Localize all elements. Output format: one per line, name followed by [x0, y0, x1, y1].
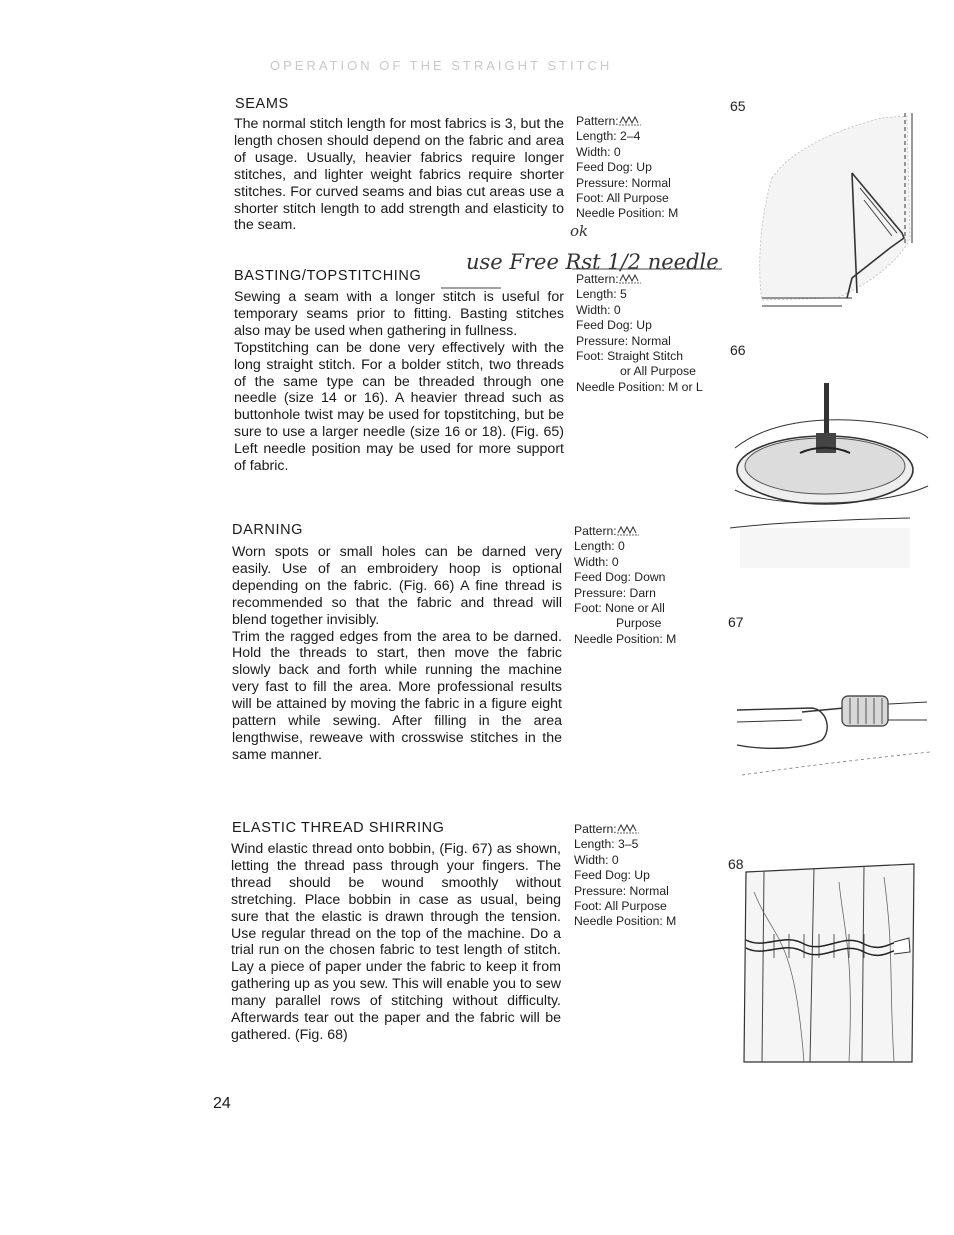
handwritten-ok-note: ok: [570, 222, 589, 240]
spec-feed-dog: Feed Dog: Up: [576, 160, 652, 175]
shirring-body: [231, 841, 561, 1044]
spec-pressure: Pressure: Normal: [574, 883, 669, 898]
spec-pressure: Pressure: Darn: [574, 585, 656, 600]
spec-needle-position: Needle Position: M or L: [576, 379, 703, 394]
spec-needle-position: Needle Position: M: [576, 206, 679, 221]
spec-width: Width: 0: [576, 302, 621, 317]
page-number: 24: [213, 1095, 231, 1112]
shirring-paragraph-1: Wind elastic thread onto bobbin, (Fig. 67) as shown, letting the thread pass through your fingers. The thread should be wound smoothly without stretching. Place bobbin in case as usual, being sure that the elastic is drawn through the tension. Use regular thread on the top of the machine. Do a trial run on the chosen fabric to test length of stitch. Lay a piece of paper under the fabric to keep it from gathering up as you sew. This will enable you to sew many parallel rows of stitching without difficulty. Afterwards tear out the paper and the fabric will be gathered. (Fig. 68): [231, 841, 561, 1043]
basting-paragraph-2: Topstitching can be done very effectively with the long straight stitch. For a bolder stitch, two threads of the same type can be threaded through one needle (size 14 or 16). A heavier thread such as buttonhole twist may be used for topstitching, but be sure to use a larger needle (size 16 or 18). (Fig. 65) Left needle position may be used for more support of fabric.: [234, 339, 564, 475]
spec-foot: Foot: None or All: [574, 601, 665, 616]
figure-68-gathered-fabric-illustration: [744, 862, 919, 1072]
straight-stitch-pattern-icon: [619, 273, 641, 283]
darning-paragraph-1: Worn spots or small holes can be darned very easily. Use of an embroidery hoop is optional depending on the fabric. (Fig. 66) A fine thread is recommended so that the fabric and thread will blend together invisibly.: [232, 544, 562, 628]
darning-specs: [574, 524, 676, 647]
spec-feed-dog: Feed Dog: Up: [574, 868, 650, 883]
spec-foot-continued: Purpose: [616, 616, 662, 631]
basting-specs: [576, 272, 703, 395]
figure-67-bobbin-winding-illustration: [732, 690, 932, 780]
figure-number-68: 68: [728, 856, 744, 872]
shirring-specs: [574, 822, 676, 930]
heading-basting-topstitching: BASTING/TOPSTITCHING: [234, 268, 422, 284]
figure-number-67: 67: [728, 614, 744, 630]
handwritten-needle-note: use Free Rst 1/2 needle: [466, 250, 719, 274]
straight-stitch-pattern-icon: [617, 525, 639, 535]
spec-pressure: Pressure: Normal: [576, 333, 671, 348]
straight-stitch-pattern-icon: [617, 823, 639, 833]
straight-stitch-pattern-icon: [619, 115, 641, 125]
basting-body: [234, 289, 564, 475]
spec-width: Width: 0: [574, 852, 619, 867]
spec-width: Width: 0: [574, 554, 619, 569]
figure-number-65: 65: [730, 98, 746, 114]
spec-needle-position: Needle Position: M: [574, 631, 677, 646]
spec-pressure: Pressure: Normal: [576, 175, 671, 190]
spec-foot-continued: or All Purpose: [620, 364, 696, 379]
heading-darning: DARNING: [232, 522, 304, 538]
spec-width: Width: 0: [576, 144, 621, 159]
seams-specs: [576, 114, 678, 222]
figure-number-66: 66: [730, 342, 746, 358]
basting-paragraph-1: Sewing a seam with a longer stitch is useful for temporary seams prior to fitting. Basting stitches also may be used when gathering in fullness.: [234, 289, 564, 339]
spec-needle-position: Needle Position: M: [574, 914, 677, 929]
spec-feed-dog: Feed Dog: Down: [574, 570, 666, 585]
spec-foot: Foot: Straight Stitch: [576, 349, 684, 364]
spec-length: Length: 5: [576, 287, 627, 302]
seams-paragraph-1: The normal stitch length for most fabrics is 3, but the length chosen should depend on the fabric and area of usage. Usually, heavier fabrics require longer stitches, and lighter weight fabrics require shorter stitches. For curved seams and bias cut areas use a shorter stitch length to add strength and elasticity to the seam.: [234, 116, 564, 234]
darning-body: [232, 544, 562, 764]
spec-length: Length: 3–5: [574, 837, 639, 852]
darning-paragraph-2: Trim the ragged edges from the area to be darned. Hold the threads to start, then move the fabric slowly back and forth while running the machine very fast to fill the area. More professional results will be attained by moving the fabric in a figure eight pattern while sewing. After filling in the area lengthwise, reweave with crosswise stitches in the same manner.: [232, 628, 562, 763]
figure-66-darning-hoop-illustration: [730, 378, 930, 578]
heading-elastic-thread-shirring: ELASTIC THREAD SHIRRING: [232, 820, 445, 836]
faint-page-title: OPERATION OF THE STRAIGHT STITCH: [270, 58, 613, 73]
seams-body: [234, 116, 564, 234]
spec-pattern: Pattern:: [574, 524, 676, 539]
spec-foot: Foot: All Purpose: [576, 191, 669, 206]
figure-65-seam-illustration: [752, 108, 932, 323]
spec-pattern: Pattern:: [574, 822, 676, 837]
spec-length: Length: 2–4: [576, 129, 641, 144]
spec-feed-dog: Feed Dog: Up: [576, 318, 652, 333]
spec-length: Length: 0: [574, 539, 625, 554]
spec-pattern: Pattern:: [576, 272, 703, 287]
heading-seams: SEAMS: [235, 96, 289, 112]
spec-pattern: Pattern:: [576, 114, 678, 129]
spec-foot: Foot: All Purpose: [574, 899, 667, 914]
